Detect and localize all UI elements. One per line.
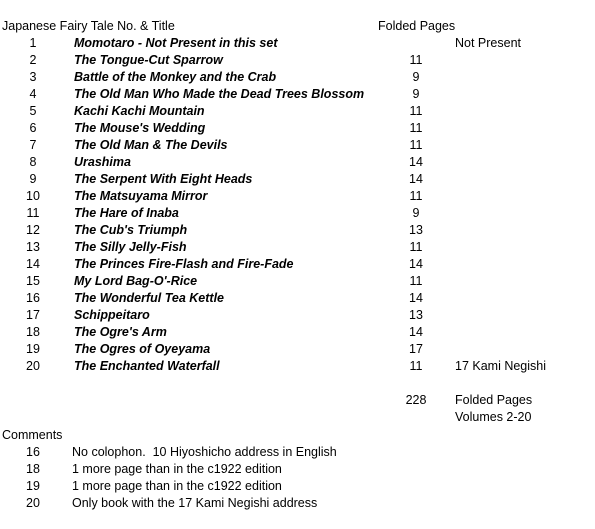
tale-title: Urashima [74, 155, 131, 169]
tale-title: The Old Man Who Made the Dead Trees Blossom [74, 87, 365, 101]
tale-title: The Mouse's Wedding [74, 121, 206, 135]
tale-number: 3 [29, 70, 37, 84]
tale-number: 19 [26, 342, 40, 356]
tale-number: 13 [26, 240, 40, 254]
comment-tale-number: 18 [26, 462, 40, 476]
tale-number: 10 [26, 189, 40, 203]
tale-number: 7 [29, 138, 37, 152]
tale-number: 18 [26, 325, 40, 339]
tale-number: 6 [29, 121, 37, 135]
comment-text: No colophon. 10 Hiyoshicho address in English [72, 445, 337, 459]
tale-title: The Matsuyama Mirror [74, 189, 208, 203]
folded-pages-count: 14 [409, 291, 423, 305]
folded-pages-count: 9 [412, 87, 420, 101]
tale-title: Momotaro - Not Present in this set [74, 36, 278, 50]
tale-title: My Lord Bag-O'-Rice [74, 274, 198, 288]
folded-pages-count: 11 [409, 121, 423, 135]
tale-number: 8 [29, 155, 37, 169]
comment-text: 1 more page than in the c1922 edition [72, 479, 282, 493]
folded-pages-count: 14 [409, 325, 423, 339]
tale-number: 9 [29, 172, 37, 186]
comments-heading: Comments [2, 428, 63, 442]
comment-tale-number: 16 [26, 445, 40, 459]
tale-title: The Tongue-Cut Sparrow [74, 53, 223, 67]
comment-text: 1 more page than in the c1922 edition [72, 462, 282, 476]
tale-number: 17 [26, 308, 40, 322]
tale-note: 17 Kami Negishi [455, 359, 547, 373]
tale-number: 16 [26, 291, 40, 305]
tale-number: 11 [26, 206, 40, 220]
total-pages: 228 [405, 393, 427, 407]
tale-title: Kachi Kachi Mountain [74, 104, 205, 118]
tale-title: The Ogre's Arm [74, 325, 167, 339]
tale-title: The Enchanted Waterfall [74, 359, 220, 373]
folded-pages-count: 14 [409, 257, 423, 271]
comment-tale-number: 19 [26, 479, 40, 493]
folded-pages-count: 17 [409, 342, 423, 356]
folded-pages-count: 14 [409, 155, 423, 169]
comment-tale-number: 20 [26, 496, 40, 510]
tale-number: 4 [29, 87, 37, 101]
folded-pages-count: 9 [412, 206, 420, 220]
tale-number: 14 [26, 257, 40, 271]
tale-number: 15 [26, 274, 40, 288]
folded-pages-count: 14 [409, 172, 423, 186]
header-title-column: Japanese Fairy Tale No. & Title [2, 19, 175, 33]
tale-note: Not Present [455, 36, 522, 50]
tale-number: 12 [26, 223, 40, 237]
tale-title: The Wonderful Tea Kettle [74, 291, 225, 305]
folded-pages-count: 13 [409, 223, 423, 237]
folded-pages-count: 11 [409, 240, 423, 254]
header-pages-column: Folded Pages [378, 19, 456, 33]
folded-pages-count: 11 [409, 138, 423, 152]
tale-number: 2 [29, 53, 37, 67]
total-label: Folded Pages [455, 393, 533, 407]
folded-pages-count: 11 [409, 104, 423, 118]
tale-title: The Cub's Triumph [74, 223, 188, 237]
tale-title: Schippeitaro [74, 308, 150, 322]
tale-title: The Old Man & The Devils [74, 138, 228, 152]
folded-pages-count: 13 [409, 308, 423, 322]
folded-pages-count: 11 [409, 359, 423, 373]
tale-number: 5 [29, 104, 37, 118]
tale-title: The Ogres of Oyeyama [74, 342, 211, 356]
folded-pages-count: 11 [409, 189, 423, 203]
tale-number: 1 [29, 36, 37, 50]
folded-pages-count: 11 [409, 53, 423, 67]
tale-title: The Princes Fire-Flash and Fire-Fade [74, 257, 294, 271]
tale-number: 20 [26, 359, 40, 373]
tale-title: Battle of the Monkey and the Crab [74, 70, 277, 84]
folded-pages-count: 11 [409, 274, 423, 288]
total-volumes: Volumes 2-20 [455, 410, 532, 424]
tale-title: The Hare of Inaba [74, 206, 179, 220]
folded-pages-count: 9 [412, 70, 420, 84]
tale-title: The Silly Jelly-Fish [74, 240, 187, 254]
tale-title: The Serpent With Eight Heads [74, 172, 253, 186]
comment-text: Only book with the 17 Kami Negishi address [72, 496, 318, 510]
